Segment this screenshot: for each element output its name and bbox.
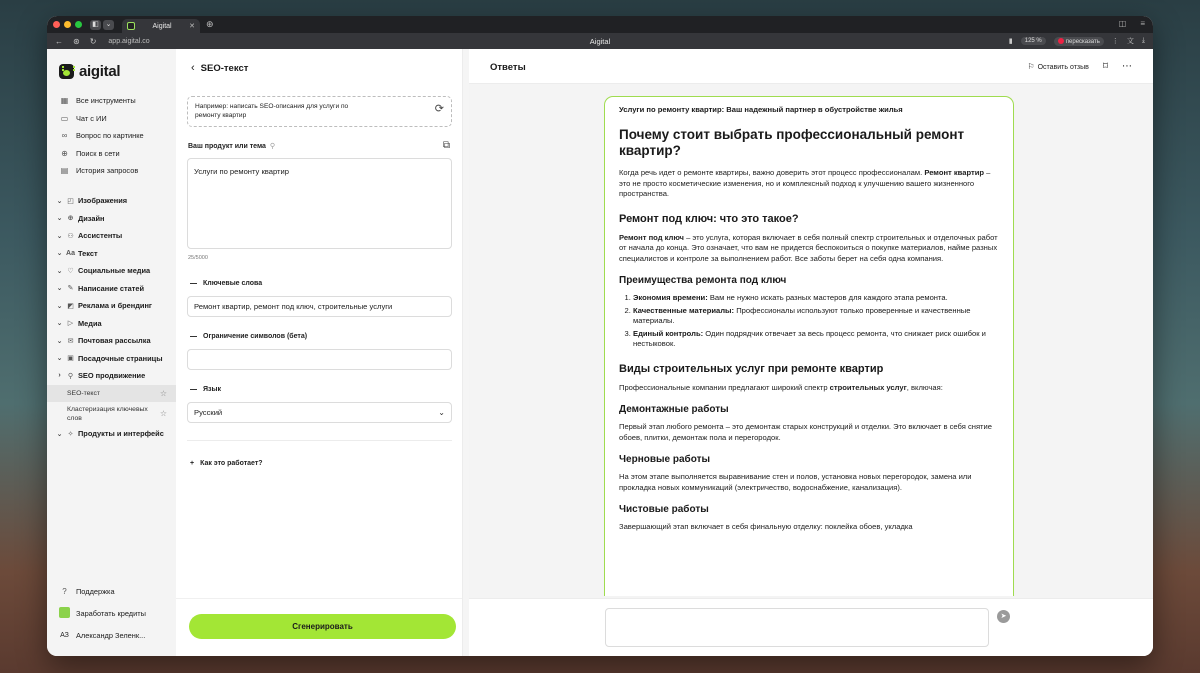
translate-icon[interactable]: 文 [1126,38,1134,45]
example-prompt[interactable] [187,96,452,127]
chat-icon: ▭ [60,113,69,123]
refresh-icon[interactable]: ⟳ [434,103,444,115]
retell-button[interactable] [1054,37,1104,46]
sidebar-item-all-tools[interactable] [47,92,176,110]
megaphone-icon: ◩ [67,302,74,310]
bold-span: строительных услуг [829,382,907,392]
sidebar-section-articles[interactable] [47,280,176,298]
bookmark-icon[interactable]: ⌑ [1102,61,1108,72]
sidebar-item-history[interactable] [47,162,176,180]
sidebar-item-seo-text[interactable] [47,385,176,403]
sidebar-section-social[interactable] [47,262,176,280]
section-label: Почтовая рассылка [78,336,151,346]
help-circle-icon: ? [62,586,67,596]
more-dots-icon[interactable]: ⋮ [1111,38,1119,45]
how-it-works[interactable] [190,460,263,467]
user-profile[interactable] [47,624,176,646]
form-title: SEO-текст [200,62,249,74]
answer-heading-1: Почему стоит выбрать профессиональный ремонт квартир? [619,127,965,158]
generate-bar [176,598,462,656]
feedback-button[interactable] [1027,62,1088,71]
language-select[interactable] [187,402,452,423]
answer-paragraph: На этом этапе выполняется выравнивание стен и полов, установка новых перегородок, замена или прокладка новых коммуникаций (электричество, водоснабжение, канализация). [619,472,972,492]
example-text: Например: написать SEO-описания для услуги по ремонту квартир [195,103,349,119]
gift-icon [59,607,70,620]
star-icon[interactable]: ☆ [159,409,167,418]
text-icon: Aa [66,249,75,257]
char-limit-input[interactable] [187,349,452,370]
how-it-works-label: Как это работает? [200,460,263,467]
image-icon: ◰ [67,197,74,205]
chevron-down-icon: ⌄ [56,250,63,258]
browser-tab-aigital[interactable] [122,19,200,33]
list-item [633,306,999,327]
history-icon: ▤ [60,166,69,176]
zoom-level[interactable]: 125 % [1021,37,1046,45]
answers-panel [469,49,1153,656]
bold-span: Экономия времени: [633,293,708,302]
text-span: Один подрядчик отвечает за весь процесс ремонта, что снижает риск ошибок и нестыковок. [633,328,986,348]
user-name: Александр Зеленк... [76,630,146,640]
text-span: Вам не нужно искать разных мастеров для каждого этапа ремонта. [707,293,948,302]
language-label-text: Язык [203,386,221,393]
composer [469,598,1153,656]
list-item [633,329,999,350]
sidebar-item-keyword-clustering[interactable] [47,402,176,425]
char-limit-label-text: Ограничение символов (бета) [203,333,308,340]
answer-paragraph [619,233,999,265]
language-label[interactable] [190,386,221,393]
close-window-button[interactable] [53,21,60,28]
message-input[interactable] [605,608,989,647]
answer-paragraph [619,168,999,200]
answer-heading-3: Чистовые работы [619,504,709,515]
sidebar-section-seo[interactable] [47,367,176,385]
tab-overview-icon[interactable]: ◧ [90,20,101,30]
section-label: SEO продвижение [78,371,146,381]
zoom-window-button[interactable] [75,21,82,28]
mail-icon: ✉ [67,337,74,345]
answer-paragraph: Завершающий этап включает в себя финальную отделку: поклейка обоев, укладка [619,522,913,531]
sidebar-section-ads[interactable] [47,297,176,315]
bold-span: Ремонт квартир [924,168,985,177]
sidebar-item-label: Заработать кредиты [76,608,146,618]
answer-card [604,96,1014,596]
url-field[interactable]: app.aigital.co [108,37,150,45]
retell-icon [1058,38,1064,44]
bold-span: Качественные материалы: [633,305,735,315]
star-icon[interactable]: ☆ [159,388,167,398]
answer-paragraph [619,383,999,394]
answer-paragraph: Первый этап любого ремонта – это демонтаж старых конструкций и отделки. Это включает в себя снятие обоев, плитки, демонтаж пола и перегородок. [619,422,993,442]
paw-logo-icon [59,64,74,79]
sidebar-item-image-question[interactable] [47,127,176,145]
sidebar-toggle-icon[interactable]: ◫ [1118,19,1127,28]
sidebar-bottom [47,580,176,646]
new-tab-icon[interactable]: ⊕ [206,19,214,29]
sidebar-item-label: Вопрос по картинке [76,131,144,141]
text-span: Профессионалы используют только проверенные и качественные материалы. [633,305,971,325]
benefits-list [619,293,999,350]
chevron-down-icon: ⌄ [56,215,63,223]
tab-controls [90,20,114,30]
chevron-left-icon[interactable]: ‹ [191,62,195,74]
char-limit-label[interactable] [190,333,307,340]
text-span: Когда речь идет о ремонте квартиры, важно доверить этот процесс профессионалам. [619,168,925,177]
collapse-icon [190,283,197,284]
text-span: Профессиональные компании предлагают широкий спектр [619,382,830,392]
section-label: Ассистенты [78,231,123,241]
logo[interactable] [59,63,120,80]
text-span: – это не просто косметические изменения, но и комплексный подход к улучшению вашего жизненного пространства. [619,168,991,198]
layout-icon: ▣ [67,355,74,363]
grid-icon: ▦ [60,96,69,106]
chevron-down-icon: ⌄ [56,197,63,205]
sidebar-item-chat[interactable] [47,110,176,128]
users-icon: ⚇ [67,232,74,240]
menu-icon[interactable]: ≡ [1140,19,1145,28]
answer-heading-3: Демонтажные работы [619,404,729,415]
section-label: Изображения [78,196,128,206]
sidebar [47,49,176,656]
collapse-icon [190,336,197,337]
minimize-window-button[interactable] [64,21,71,28]
globe-icon: ⊕ [67,215,74,223]
section-label: Продукты и интерфейс [78,429,164,439]
keywords-label-text: Ключевые слова [203,280,263,287]
sidebar-item-label: Поддержка [76,586,115,596]
chevron-down-icon: ⌄ [56,267,63,275]
section-label: Реклама и брендинг [78,301,153,311]
text-span: , включая: [906,382,943,392]
form-panel [176,49,463,656]
sidebar-section-text[interactable] [47,245,176,263]
back-arrow-icon[interactable]: ← [55,36,63,46]
chevron-down-icon: ⌄ [56,355,63,363]
flag-icon: ⚐ [1027,62,1035,71]
section-label: Написание статей [78,283,145,293]
sidebar-item-label: История запросов [76,166,139,176]
sidebar-section-email[interactable] [47,332,176,350]
sidebar-section-media[interactable] [47,315,176,333]
sidebar-item-label: Поиск в сети [76,148,120,158]
bold-span: Единый контроль: [633,328,704,338]
sidebar-item-label: Все инструменты [76,96,136,106]
sparkle-icon: ✧ [67,430,74,438]
product-label-text: Ваш продукт или тема [188,143,266,150]
sidebar-item-earn-credits[interactable] [47,602,176,624]
sidebar-item-support[interactable] [47,580,176,602]
chevron-right-icon: › [58,372,61,380]
language-value: Русский [194,408,223,417]
chevron-down-icon: ⌄ [56,337,63,345]
copy-icon[interactable]: ⧉ [442,140,450,151]
chevron-down-icon[interactable]: ⌄ [103,20,114,30]
chevron-down-icon: ⌄ [438,408,445,417]
window-controls [53,21,82,28]
sidebar-section-design[interactable] [47,210,176,228]
sidebar-item-label: Кластеризация ключевых слов [67,405,148,422]
sidebar-section-assistants[interactable] [47,227,176,245]
chevron-down-icon: ⌄ [56,232,63,240]
section-label: Посадочные страницы [78,353,163,363]
answers-tools [1027,61,1132,72]
tab-title: Aigital [152,22,172,30]
chevron-down-icon: ⌄ [56,320,63,328]
app [47,49,1153,656]
download-icon[interactable]: ⤓ [1141,37,1145,44]
answer-heading-3: Преимущества ремонта под ключ [619,275,787,286]
divider [187,440,452,441]
address-bar [47,33,1153,49]
answers-header [469,49,1153,84]
browser-window [47,16,1153,656]
generate-button[interactable]: Сгенерировать [189,614,456,639]
sidebar-top-items [47,92,176,180]
answer-heading-2: Виды строительных услуг при ремонте квартир [619,362,884,375]
retell-label: пересказать [1065,38,1100,45]
keywords-input[interactable]: Ремонт квартир, ремонт под ключ, строительные услуги [187,296,452,317]
search-icon: ⚲ [67,372,74,380]
chevron-down-icon: ⌄ [56,430,63,438]
pencil-icon: ✎ [67,285,74,293]
sidebar-sections [47,192,176,443]
chevron-down-icon: ⌄ [56,285,63,293]
close-tab-icon[interactable]: ✕ [189,23,195,30]
section-label: Дизайн [78,213,105,223]
char-counter: 25/5000 [188,255,208,261]
bookmark-icon[interactable]: ▮ [1008,38,1013,45]
send-icon[interactable]: ➤ [997,610,1010,623]
keywords-label[interactable] [190,280,262,287]
address-tools [1009,36,1145,46]
section-label: Медиа [78,318,102,328]
tab-strip [47,16,1153,33]
sidebar-item-label: Чат с ИИ [76,113,107,123]
globe-icon: ⊕ [61,148,68,158]
aigital-favicon-icon [127,22,135,30]
plus-icon: + [190,460,195,467]
page-title-center: Aigital [589,36,611,46]
product-label [188,142,275,150]
list-item [633,293,999,304]
answer-heading-2: Ремонт под ключ: что это такое? [619,212,799,225]
feedback-label: Оставить отзыв [1037,64,1089,71]
shield-icon[interactable]: ⊛ [73,36,80,46]
sidebar-item-web-search[interactable] [47,145,176,163]
bold-span: Ремонт под ключ [619,232,684,242]
sidebar-section-products[interactable] [47,425,176,443]
tabstrip-tools [1119,19,1145,28]
answer-lead-title: Услуги по ремонту квартир: Ваш надежный партнер в обустройстве жилья [619,105,903,114]
section-label: Текст [78,248,98,258]
form-header[interactable] [191,62,248,74]
sidebar-section-images[interactable] [47,192,176,210]
more-icon[interactable]: ⋯ [1122,61,1132,72]
reload-icon[interactable]: ↻ [89,36,97,46]
nav-buttons [55,37,96,46]
pin-icon: ⚲ [269,143,276,150]
heart-icon: ♡ [67,267,74,275]
logo-text: aigital [79,63,121,80]
glasses-icon: ∞ [61,131,68,141]
collapse-icon [190,389,197,390]
product-textarea[interactable]: Услуги по ремонту квартир [187,158,452,249]
answer-heading-3: Черновые работы [619,454,711,465]
sidebar-section-landing[interactable] [47,350,176,368]
answers-title: Ответы [490,62,526,73]
avatar: АЗ [60,631,69,639]
sidebar-item-label: SEO-текст [67,389,100,397]
play-pause-icon: ▷ [67,320,74,328]
chevron-down-icon: ⌄ [56,302,63,310]
text-span: – это услуга, которая включает в себя полный спектр строительных и отделочных работ от начала до конца. Это означает, что вам не придется беспокоиться о покупке материалов, найме разных специалистов и контроле за выполнением работ. Все заботы берет на себя одна компания. [619,232,998,263]
section-label: Социальные медиа [78,266,151,276]
